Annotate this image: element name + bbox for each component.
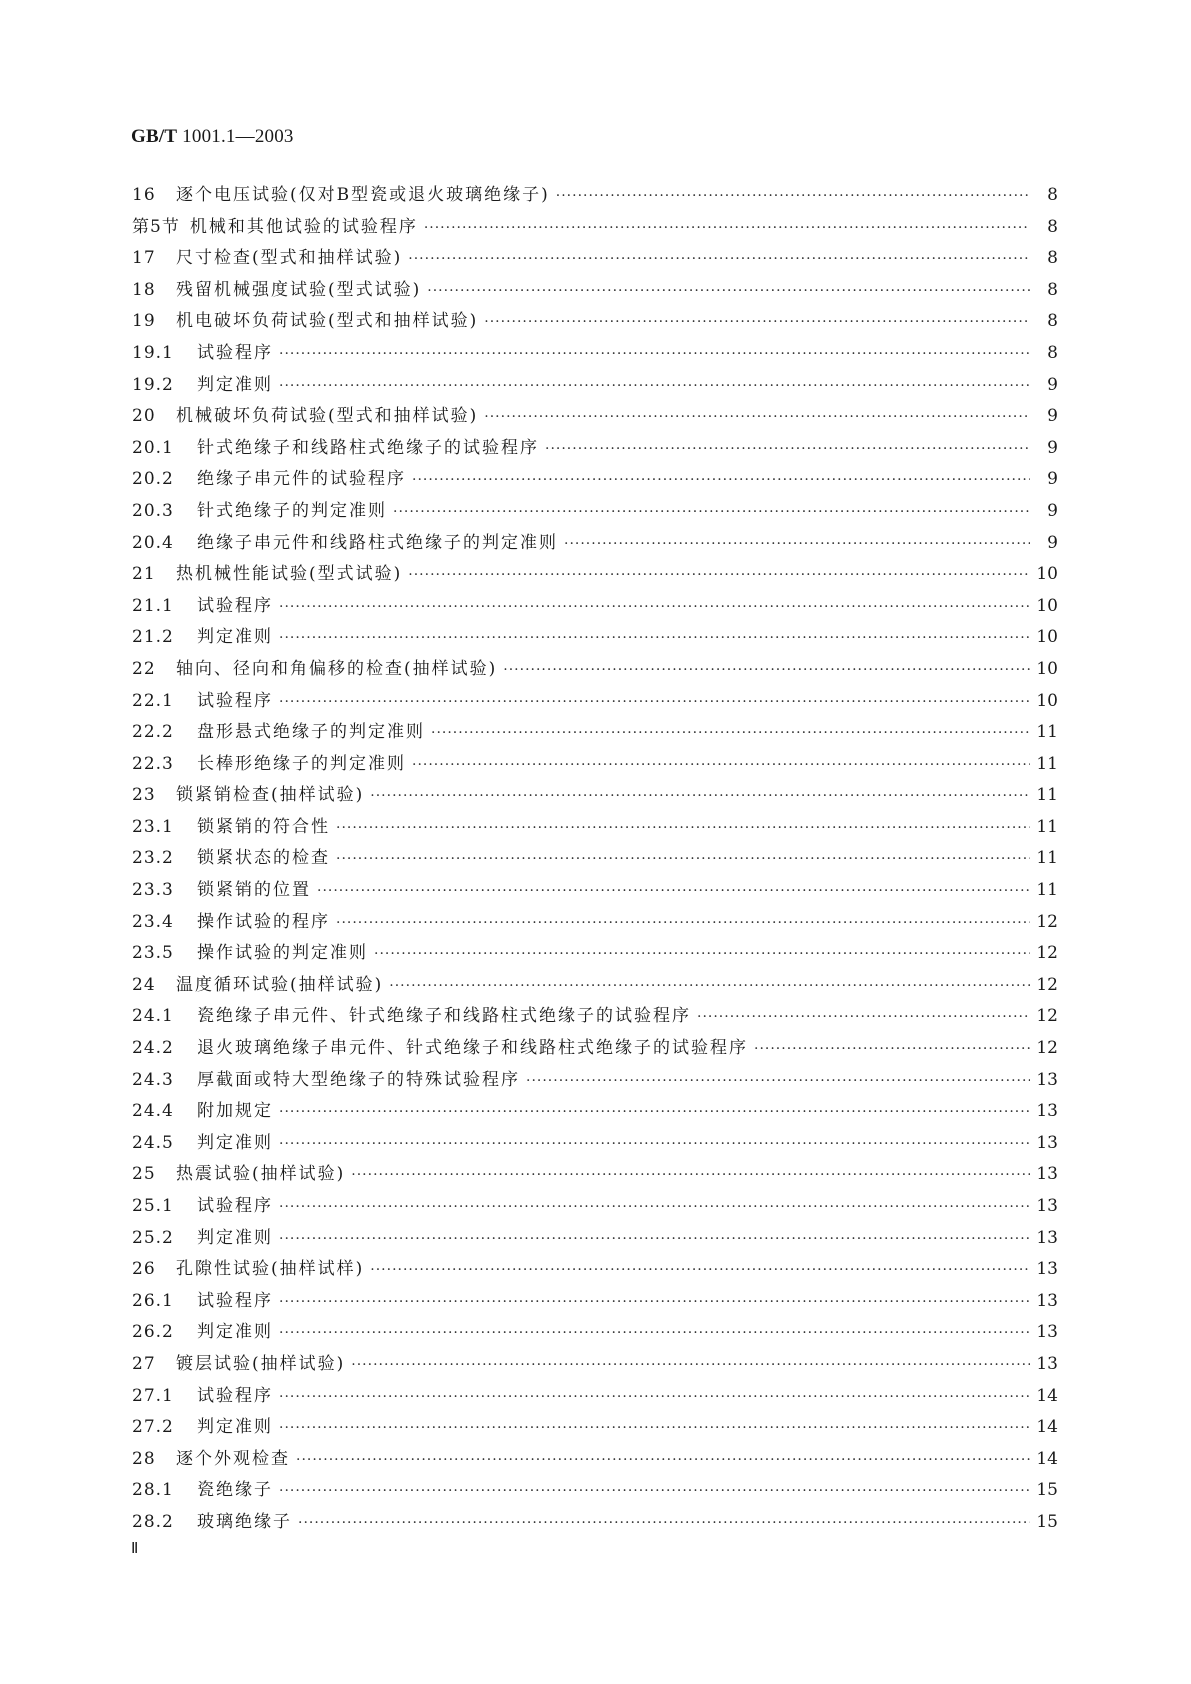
toc-entry-title: 试验程序: [197, 1290, 273, 1311]
toc-entry[interactable]: [132, 370, 1058, 402]
toc-entry-number: 21: [132, 564, 156, 585]
toc-leader-dots: [697, 1009, 1030, 1025]
toc-leader-dots: [370, 788, 1030, 804]
toc-entry-title: 锁紧销的位置: [197, 880, 311, 901]
toc-entry[interactable]: [132, 559, 1058, 591]
toc-leader-dots: [408, 567, 1030, 583]
toc-entry-page: 12: [1036, 974, 1058, 995]
toc-entry-number: 24.3: [132, 1069, 174, 1090]
toc-entry-page: 11: [1036, 848, 1058, 869]
toc-entry[interactable]: [132, 780, 1058, 812]
toc-entry[interactable]: [132, 686, 1058, 718]
toc-leader-dots: [556, 188, 1030, 204]
toc-leader-dots: [279, 1199, 1030, 1215]
toc-entry[interactable]: [132, 1507, 1058, 1539]
toc-entry[interactable]: [132, 843, 1058, 875]
toc-entry[interactable]: [132, 875, 1058, 907]
table-of-contents: [132, 180, 1058, 1539]
toc-entry-number: 23.2: [132, 848, 174, 869]
toc-entry-number: 23.3: [132, 880, 174, 901]
toc-entry-page: 12: [1036, 1006, 1058, 1027]
toc-entry-title: 玻璃绝缘子: [197, 1511, 292, 1532]
toc-entry-number: 22.2: [132, 722, 174, 743]
toc-entry-title: 逐个外观检查: [176, 1448, 290, 1469]
toc-entry-title: 操作试验的程序: [197, 911, 330, 932]
toc-entry-number: 20.4: [132, 532, 174, 553]
toc-entry-title: 瓷绝缘子: [197, 1480, 273, 1501]
toc-leader-dots: [427, 283, 1030, 299]
standard-prefix: GB/T: [131, 126, 178, 147]
toc-entry-title: 判定准则: [197, 627, 273, 648]
toc-entry-title: 温度循环试验(抽样试验): [176, 974, 384, 995]
toc-entry-page: 8: [1047, 342, 1058, 363]
toc-leader-dots: [279, 1325, 1030, 1341]
toc-entry-title: 热机械性能试验(型式试验): [176, 564, 403, 585]
toc-entry-title: 锁紧销的符合性: [197, 816, 330, 837]
toc-entry[interactable]: [132, 970, 1058, 1002]
toc-entry-title: 针式绝缘子的判定准则: [197, 500, 387, 521]
toc-entry-number: 16: [132, 185, 156, 205]
toc-leader-dots: [336, 820, 1030, 836]
toc-entry-title: 孔隙性试验(抽样试样): [176, 1259, 365, 1280]
toc-entry-page: 10: [1036, 595, 1058, 616]
toc-entry[interactable]: [132, 1128, 1058, 1160]
toc-entry-page: 13: [1036, 1259, 1058, 1280]
toc-entry[interactable]: [132, 1317, 1058, 1349]
toc-leader-dots: [431, 725, 1030, 741]
toc-entry-page: 10: [1036, 658, 1058, 679]
toc-entry-title: 机械破坏负荷试验(型式和抽样试验): [176, 406, 479, 427]
toc-entry-page: 12: [1036, 943, 1058, 964]
toc-leader-dots: [393, 504, 1030, 520]
toc-entry-page: 14: [1036, 1448, 1058, 1469]
toc-entry-title: 瓷绝缘子串元件、针式绝缘子和线路柱式绝缘子的试验程序: [197, 1006, 691, 1027]
toc-entry-number: 23.4: [132, 911, 174, 932]
toc-leader-dots: [484, 314, 1030, 330]
toc-entry[interactable]: [132, 496, 1058, 528]
toc-entry[interactable]: [132, 622, 1058, 654]
toc-entry-page: 8: [1047, 279, 1058, 300]
toc-entry-number: 27.1: [132, 1385, 174, 1406]
toc-leader-dots: [374, 946, 1030, 962]
toc-entry[interactable]: [132, 1159, 1058, 1191]
toc-entry[interactable]: [132, 1412, 1058, 1444]
toc-entry-page: 12: [1036, 911, 1058, 932]
toc-entry-page: 13: [1036, 1353, 1058, 1374]
toc-entry-number: 18: [132, 279, 156, 300]
toc-entry-number: 28: [132, 1448, 156, 1469]
toc-leader-dots: [370, 1262, 1030, 1278]
toc-entry-title: 判定准则: [197, 374, 273, 395]
toc-entry[interactable]: [132, 1033, 1058, 1065]
toc-leader-dots: [279, 1420, 1030, 1436]
toc-entry-page: 13: [1036, 1322, 1058, 1343]
toc-entry-page: 9: [1047, 500, 1058, 521]
toc-leader-dots: [754, 1041, 1030, 1057]
toc-leader-dots: [279, 1294, 1030, 1310]
toc-entry-number: 23.5: [132, 943, 174, 964]
toc-entry-number: 24.4: [132, 1101, 174, 1122]
toc-entry[interactable]: [132, 938, 1058, 970]
toc-entry-number: 22.1: [132, 690, 174, 711]
page-number: Ⅱ: [131, 1541, 139, 1557]
toc-entry[interactable]: [132, 180, 1058, 212]
toc-entry-page: 13: [1036, 1196, 1058, 1216]
toc-leader-dots: [279, 1231, 1030, 1247]
toc-entry[interactable]: [132, 528, 1058, 560]
toc-entry[interactable]: [132, 812, 1058, 844]
toc-entry-title: 试验程序: [197, 342, 273, 363]
toc-entry[interactable]: [132, 1444, 1058, 1476]
toc-entry-title: 盘形悬式绝缘子的判定准则: [197, 722, 425, 743]
toc-entry-title: 轴向、径向和角偏移的检查(抽样试验): [176, 658, 498, 679]
toc-entry[interactable]: [132, 1001, 1058, 1033]
toc-entry[interactable]: [132, 433, 1058, 465]
toc-leader-dots: [296, 1452, 1030, 1468]
toc-entry[interactable]: [132, 1475, 1058, 1507]
toc-leader-dots: [279, 346, 1030, 362]
toc-entry-title: 逐个电压试验(仅对B型瓷或退火玻璃绝缘子): [176, 185, 550, 205]
toc-entry-page: 13: [1036, 1069, 1058, 1090]
toc-leader-dots: [424, 220, 1030, 236]
toc-entry-title: 试验程序: [197, 1196, 273, 1216]
toc-entry-title: 试验程序: [197, 690, 273, 711]
toc-entry-number: 23.1: [132, 816, 174, 837]
toc-entry[interactable]: [132, 749, 1058, 781]
toc-entry[interactable]: [132, 338, 1058, 370]
toc-entry-page: 13: [1036, 1101, 1058, 1122]
toc-entry-title: 判定准则: [197, 1227, 273, 1248]
toc-entry[interactable]: [132, 464, 1058, 496]
toc-entry-page: 10: [1036, 690, 1058, 711]
toc-entry-title: 判定准则: [197, 1322, 273, 1343]
toc-entry[interactable]: [132, 907, 1058, 939]
toc-entry-page: 9: [1047, 469, 1058, 490]
toc-entry-page: 9: [1047, 437, 1058, 458]
toc-entry-number: 19.1: [132, 342, 174, 363]
toc-entry-page: 13: [1036, 1164, 1058, 1185]
toc-entry-page: 14: [1036, 1385, 1058, 1406]
toc-entry[interactable]: [132, 591, 1058, 623]
toc-leader-dots: [279, 378, 1030, 394]
toc-entry-number: 25.1: [132, 1196, 174, 1216]
toc-entry-number: 24.1: [132, 1006, 174, 1027]
toc-leader-dots: [279, 1389, 1030, 1405]
toc-entry-number: 25: [132, 1164, 156, 1185]
toc-entry-page: 8: [1047, 185, 1058, 205]
toc-leader-dots: [279, 1104, 1030, 1120]
toc-entry[interactable]: [132, 243, 1058, 275]
toc-entry-title: 机械和其他试验的试验程序: [189, 216, 418, 237]
toc-entry-title: 绝缘子串元件和线路柱式绝缘子的判定准则: [197, 532, 558, 553]
toc-entry-number: 28.2: [132, 1511, 174, 1532]
toc-entry-page: 12: [1036, 1038, 1058, 1059]
toc-entry-title: 试验程序: [197, 595, 273, 616]
toc-entry-page: 13: [1036, 1227, 1058, 1248]
toc-leader-dots: [389, 978, 1030, 994]
toc-leader-dots: [351, 1167, 1030, 1183]
toc-entry-number: 22: [132, 658, 156, 679]
toc-entry-title: 长棒形绝缘子的判定准则: [197, 753, 406, 774]
toc-entry-number: 21.1: [132, 595, 174, 616]
toc-entry-number: 20.2: [132, 469, 174, 490]
toc-leader-dots: [336, 851, 1030, 867]
toc-entry-title: 附加规定: [197, 1101, 273, 1122]
toc-entry-title: 锁紧状态的检查: [197, 848, 330, 869]
standard-number: 1001.1—2003: [177, 126, 294, 147]
toc-entry-number: 24.5: [132, 1132, 174, 1153]
toc-leader-dots: [564, 536, 1030, 552]
toc-entry-page: 10: [1036, 627, 1058, 648]
toc-entry-page: 8: [1047, 248, 1058, 269]
toc-entry-number: 27.2: [132, 1417, 174, 1438]
toc-entry-page: 9: [1047, 374, 1058, 395]
toc-entry[interactable]: [132, 1254, 1058, 1286]
toc-leader-dots: [336, 915, 1030, 931]
toc-entry-number: 19.2: [132, 374, 174, 395]
document-code: [131, 126, 294, 148]
toc-entry-number: 26.2: [132, 1322, 174, 1343]
toc-entry-number: 20.3: [132, 500, 174, 521]
toc-entry-number: 25.2: [132, 1227, 174, 1248]
toc-entry-title: 试验程序: [197, 1385, 273, 1406]
toc-entry-title: 机电破坏负荷试验(型式和抽样试验): [176, 311, 479, 332]
toc-leader-dots: [279, 599, 1030, 615]
toc-entry[interactable]: [132, 1191, 1058, 1223]
toc-leader-dots: [412, 757, 1030, 773]
toc-entry-number: 23: [132, 785, 156, 806]
toc-entry-title: 针式绝缘子和线路柱式绝缘子的试验程序: [197, 437, 539, 458]
toc-leader-dots: [279, 694, 1030, 710]
toc-leader-dots: [484, 409, 1030, 425]
toc-entry[interactable]: [132, 1223, 1058, 1255]
toc-entry-page: 9: [1047, 406, 1058, 427]
toc-leader-dots: [526, 1073, 1030, 1089]
toc-leader-dots: [279, 630, 1030, 646]
toc-entry[interactable]: [132, 212, 1058, 244]
toc-entry[interactable]: [132, 1065, 1058, 1097]
toc-entry-number: 24.2: [132, 1038, 174, 1059]
toc-entry-page: 9: [1047, 532, 1058, 553]
toc-entry-number: 24: [132, 974, 156, 995]
toc-entry-page: 11: [1036, 753, 1058, 774]
toc-entry[interactable]: [132, 654, 1058, 686]
toc-entry-number: 26: [132, 1259, 156, 1280]
toc-entry-number: 27: [132, 1353, 156, 1374]
toc-entry-number: 19: [132, 311, 156, 332]
toc-entry[interactable]: [132, 306, 1058, 338]
toc-entry-title: 镀层试验(抽样试验): [176, 1353, 346, 1374]
toc-entry-page: 14: [1036, 1417, 1058, 1438]
toc-leader-dots: [412, 472, 1030, 488]
toc-entry[interactable]: [132, 401, 1058, 433]
toc-entry-number: 28.1: [132, 1480, 174, 1501]
toc-entry-title: 锁紧销检查(抽样试验): [176, 785, 365, 806]
toc-entry-number: 21.2: [132, 627, 174, 648]
toc-entry-title: 尺寸检查(型式和抽样试验): [176, 248, 403, 269]
toc-entry-page: 15: [1036, 1511, 1058, 1532]
toc-entry-number: 20: [132, 406, 156, 427]
toc-entry-page: 11: [1036, 785, 1058, 806]
toc-entry[interactable]: [132, 1349, 1058, 1381]
toc-entry[interactable]: [132, 1286, 1058, 1318]
toc-entry-number: 20.1: [132, 437, 174, 458]
toc-entry-title: 判定准则: [197, 1132, 273, 1153]
toc-entry-page: 11: [1036, 880, 1058, 901]
toc-leader-dots: [545, 441, 1030, 457]
toc-leader-dots: [351, 1357, 1030, 1373]
toc-entry[interactable]: [132, 275, 1058, 307]
toc-entry-title: 操作试验的判定准则: [197, 943, 368, 964]
toc-entry-number: 第5节: [132, 216, 180, 237]
toc-entry-page: 13: [1036, 1132, 1058, 1153]
toc-leader-dots: [408, 251, 1030, 267]
toc-entry[interactable]: [132, 1381, 1058, 1413]
toc-entry-title: 绝缘子串元件的试验程序: [197, 469, 406, 490]
toc-leader-dots: [279, 1483, 1030, 1499]
toc-entry-title: 残留机械强度试验(型式试验): [176, 279, 422, 300]
toc-entry-title: 厚截面或特大型绝缘子的特殊试验程序: [197, 1069, 520, 1090]
toc-entry[interactable]: [132, 1096, 1058, 1128]
toc-entry-title: 热震试验(抽样试验): [176, 1164, 346, 1185]
toc-entry-page: 8: [1047, 311, 1058, 332]
toc-entry-number: 17: [132, 248, 156, 269]
toc-leader-dots: [503, 662, 1030, 678]
toc-entry[interactable]: [132, 717, 1058, 749]
toc-entry-title: 退火玻璃绝缘子串元件、针式绝缘子和线路柱式绝缘子的试验程序: [197, 1038, 748, 1059]
toc-entry-page: 11: [1036, 722, 1058, 743]
toc-leader-dots: [298, 1515, 1030, 1531]
toc-entry-number: 22.3: [132, 753, 174, 774]
toc-entry-title: 判定准则: [197, 1417, 273, 1438]
toc-leader-dots: [317, 883, 1030, 899]
toc-entry-page: 13: [1036, 1290, 1058, 1311]
toc-leader-dots: [279, 1136, 1030, 1152]
toc-entry-number: 26.1: [132, 1290, 174, 1311]
toc-entry-page: 10: [1036, 564, 1058, 585]
toc-entry-page: 15: [1036, 1480, 1058, 1501]
toc-entry-page: 8: [1047, 216, 1058, 237]
toc-entry-page: 11: [1036, 816, 1058, 837]
